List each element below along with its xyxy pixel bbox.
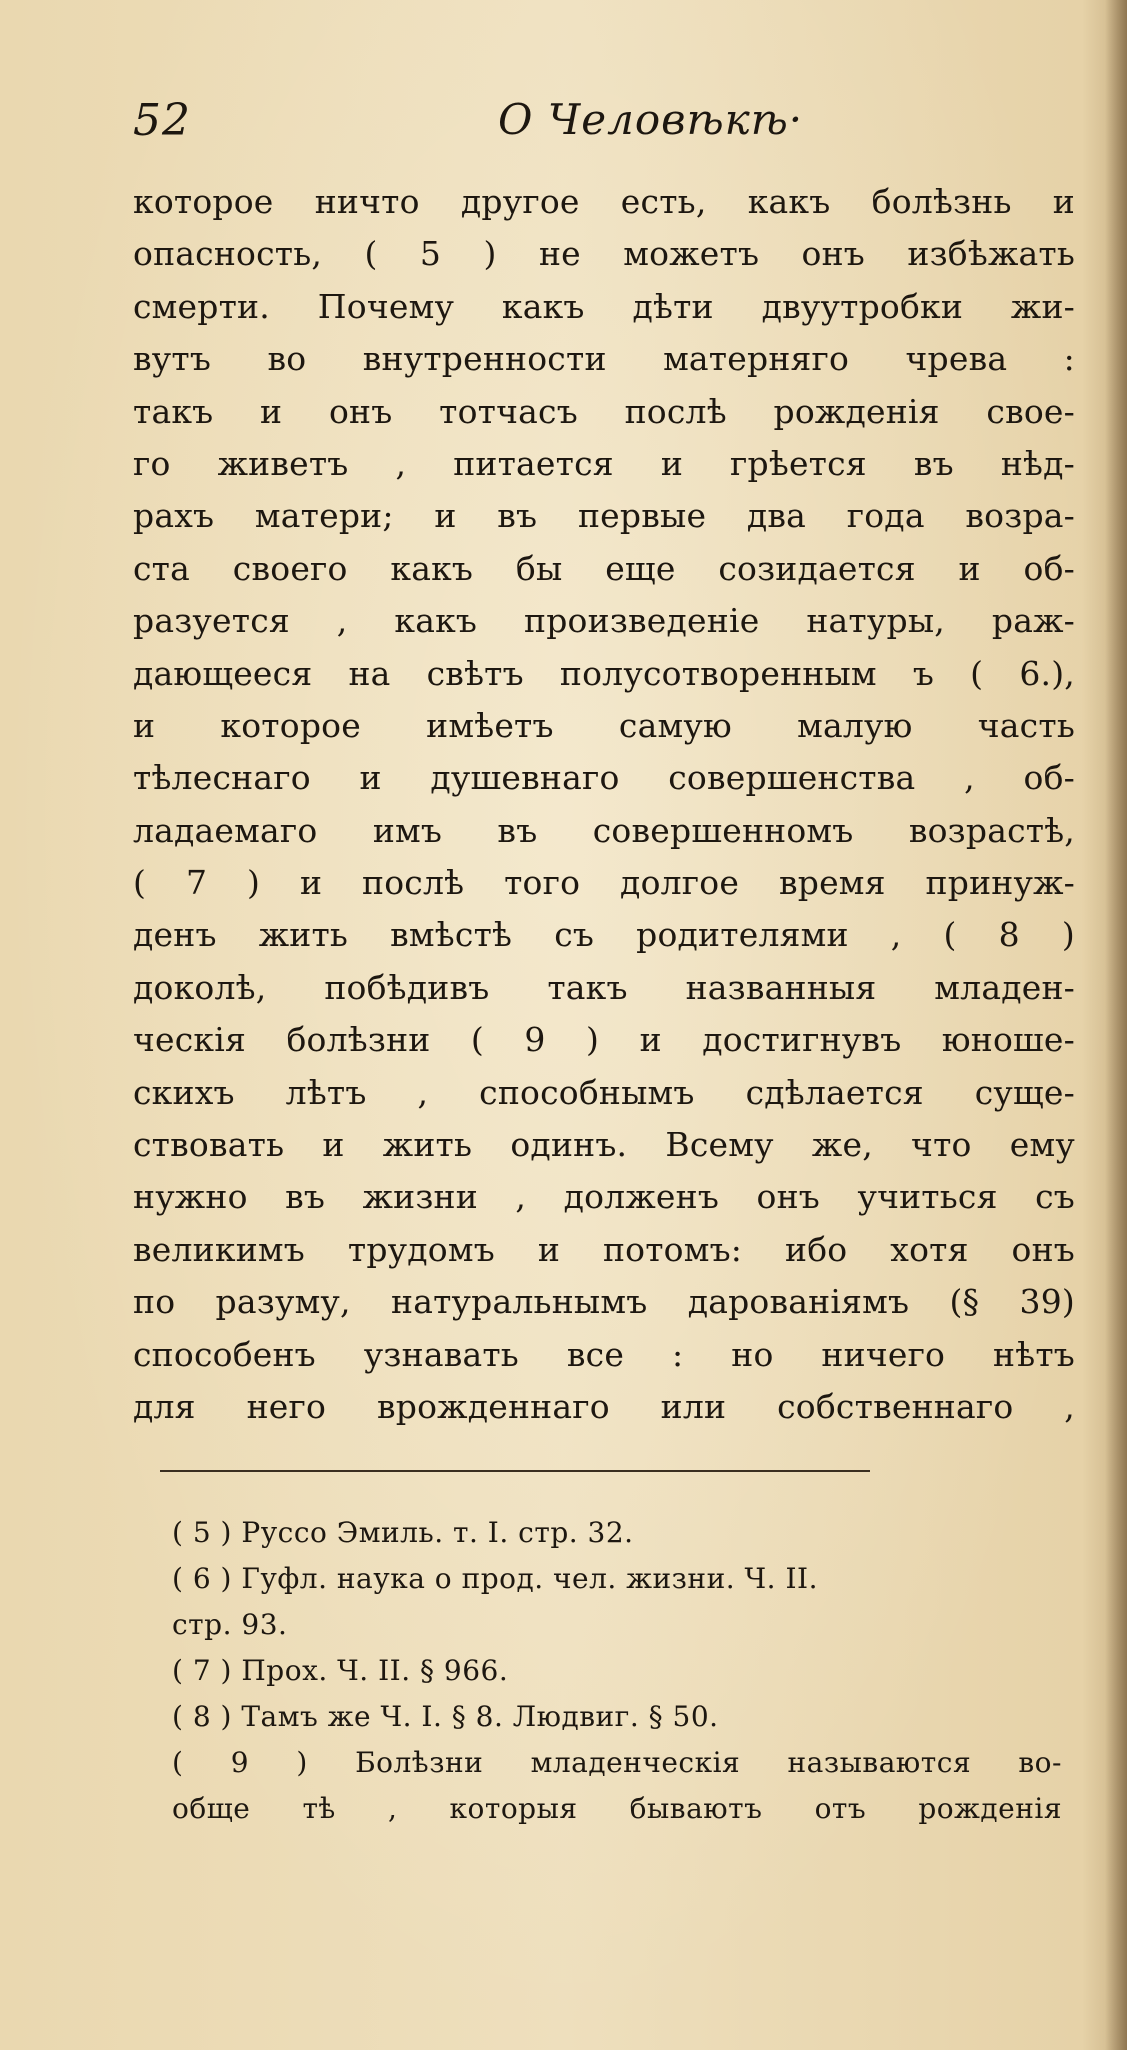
page-number: 52	[133, 95, 191, 146]
text-line: ( 7 ) и послѣ того долгое время принуж-	[133, 863, 1075, 903]
text-line: такъ и онъ тотчасъ послѣ рожденія свое-	[133, 391, 1075, 431]
text-line: ладаемаго имъ въ совершенномъ возрастѣ,	[133, 810, 1075, 850]
footnote-7: ( 7 ) Прох. Ч. II. § 966.	[172, 1654, 509, 1687]
footnote-divider	[160, 1470, 870, 1472]
text-line: дающееся на свѣтъ полусотворенным ъ ( 6.),	[133, 653, 1075, 693]
page-edge-shadow	[1105, 0, 1127, 2050]
text-line: вутъ во внутренности матерняго чрева :	[133, 339, 1075, 379]
text-line: доколѣ, побѣдивъ такъ названныя младен-	[133, 967, 1075, 1007]
text-line: смерти. Почему какъ дѣти двуутробки жи-	[133, 286, 1075, 326]
footnote-8: ( 8 ) Тамъ же Ч. I. § 8. Людвиг. § 50.	[172, 1700, 719, 1733]
text-line: нужно въ жизни , долженъ онъ учиться съ	[133, 1177, 1075, 1217]
text-line: для него врожденнаго или собственнаго ,	[133, 1386, 1075, 1426]
text-line: го живетъ , питается и грѣется въ нѣд-	[133, 443, 1075, 483]
text-line: рахъ матери; и въ первые два года возра-	[133, 496, 1075, 536]
text-line: ческія болѣзни ( 9 ) и достигнувъ юноше-	[133, 1020, 1075, 1060]
text-line: и которое имѣетъ самую малую часть	[133, 705, 1075, 745]
footnote-6: ( 6 ) Гуфл. наука о прод. чел. жизни. Ч. II.	[172, 1562, 818, 1595]
text-line: по разуму, натуральнымъ дарованіямъ (§ 39)	[133, 1282, 1075, 1322]
text-line: ста своего какъ бы еще созидается и об-	[133, 548, 1075, 588]
text-line: великимъ трудомъ и потомъ: ибо хотя онъ	[133, 1229, 1075, 1269]
footnote-5: ( 5 ) Руссо Эмиль. т. I. стр. 32.	[172, 1516, 634, 1549]
text-line: тѣлеснаго и душевнаго совершенства , об-	[133, 758, 1075, 798]
text-line: способенъ узнавать все : но ничего нѣтъ	[133, 1334, 1075, 1374]
footnote-9: ( 9 ) Болѣзни младенческія называются во-	[172, 1746, 1062, 1779]
page-header	[133, 95, 1053, 155]
text-line: ствовать и жить одинъ. Всему же, что ему	[133, 1125, 1075, 1165]
main-text	[133, 176, 1075, 1433]
text-line: которое ничто другое есть, какъ болѣзнь и	[133, 182, 1075, 221]
text-line: опасность, ( 5 ) не можетъ онъ избѣжать	[133, 234, 1075, 274]
footnotes	[172, 1510, 1072, 1832]
footnote-9-continued: обще тѣ , которыя бываютъ отъ рожденія	[172, 1792, 1062, 1825]
text-line: скихъ лѣтъ , способнымъ сдѣлается суще-	[133, 1072, 1075, 1112]
text-line: денъ жить вмѣстѣ съ родителями , ( 8 )	[133, 915, 1075, 955]
running-title: О Человѣкѣ·	[498, 95, 804, 144]
footnote-6-continued: стр. 93.	[172, 1608, 288, 1641]
text-line: разуется , какъ произведеніе натуры, раж-	[133, 601, 1075, 641]
